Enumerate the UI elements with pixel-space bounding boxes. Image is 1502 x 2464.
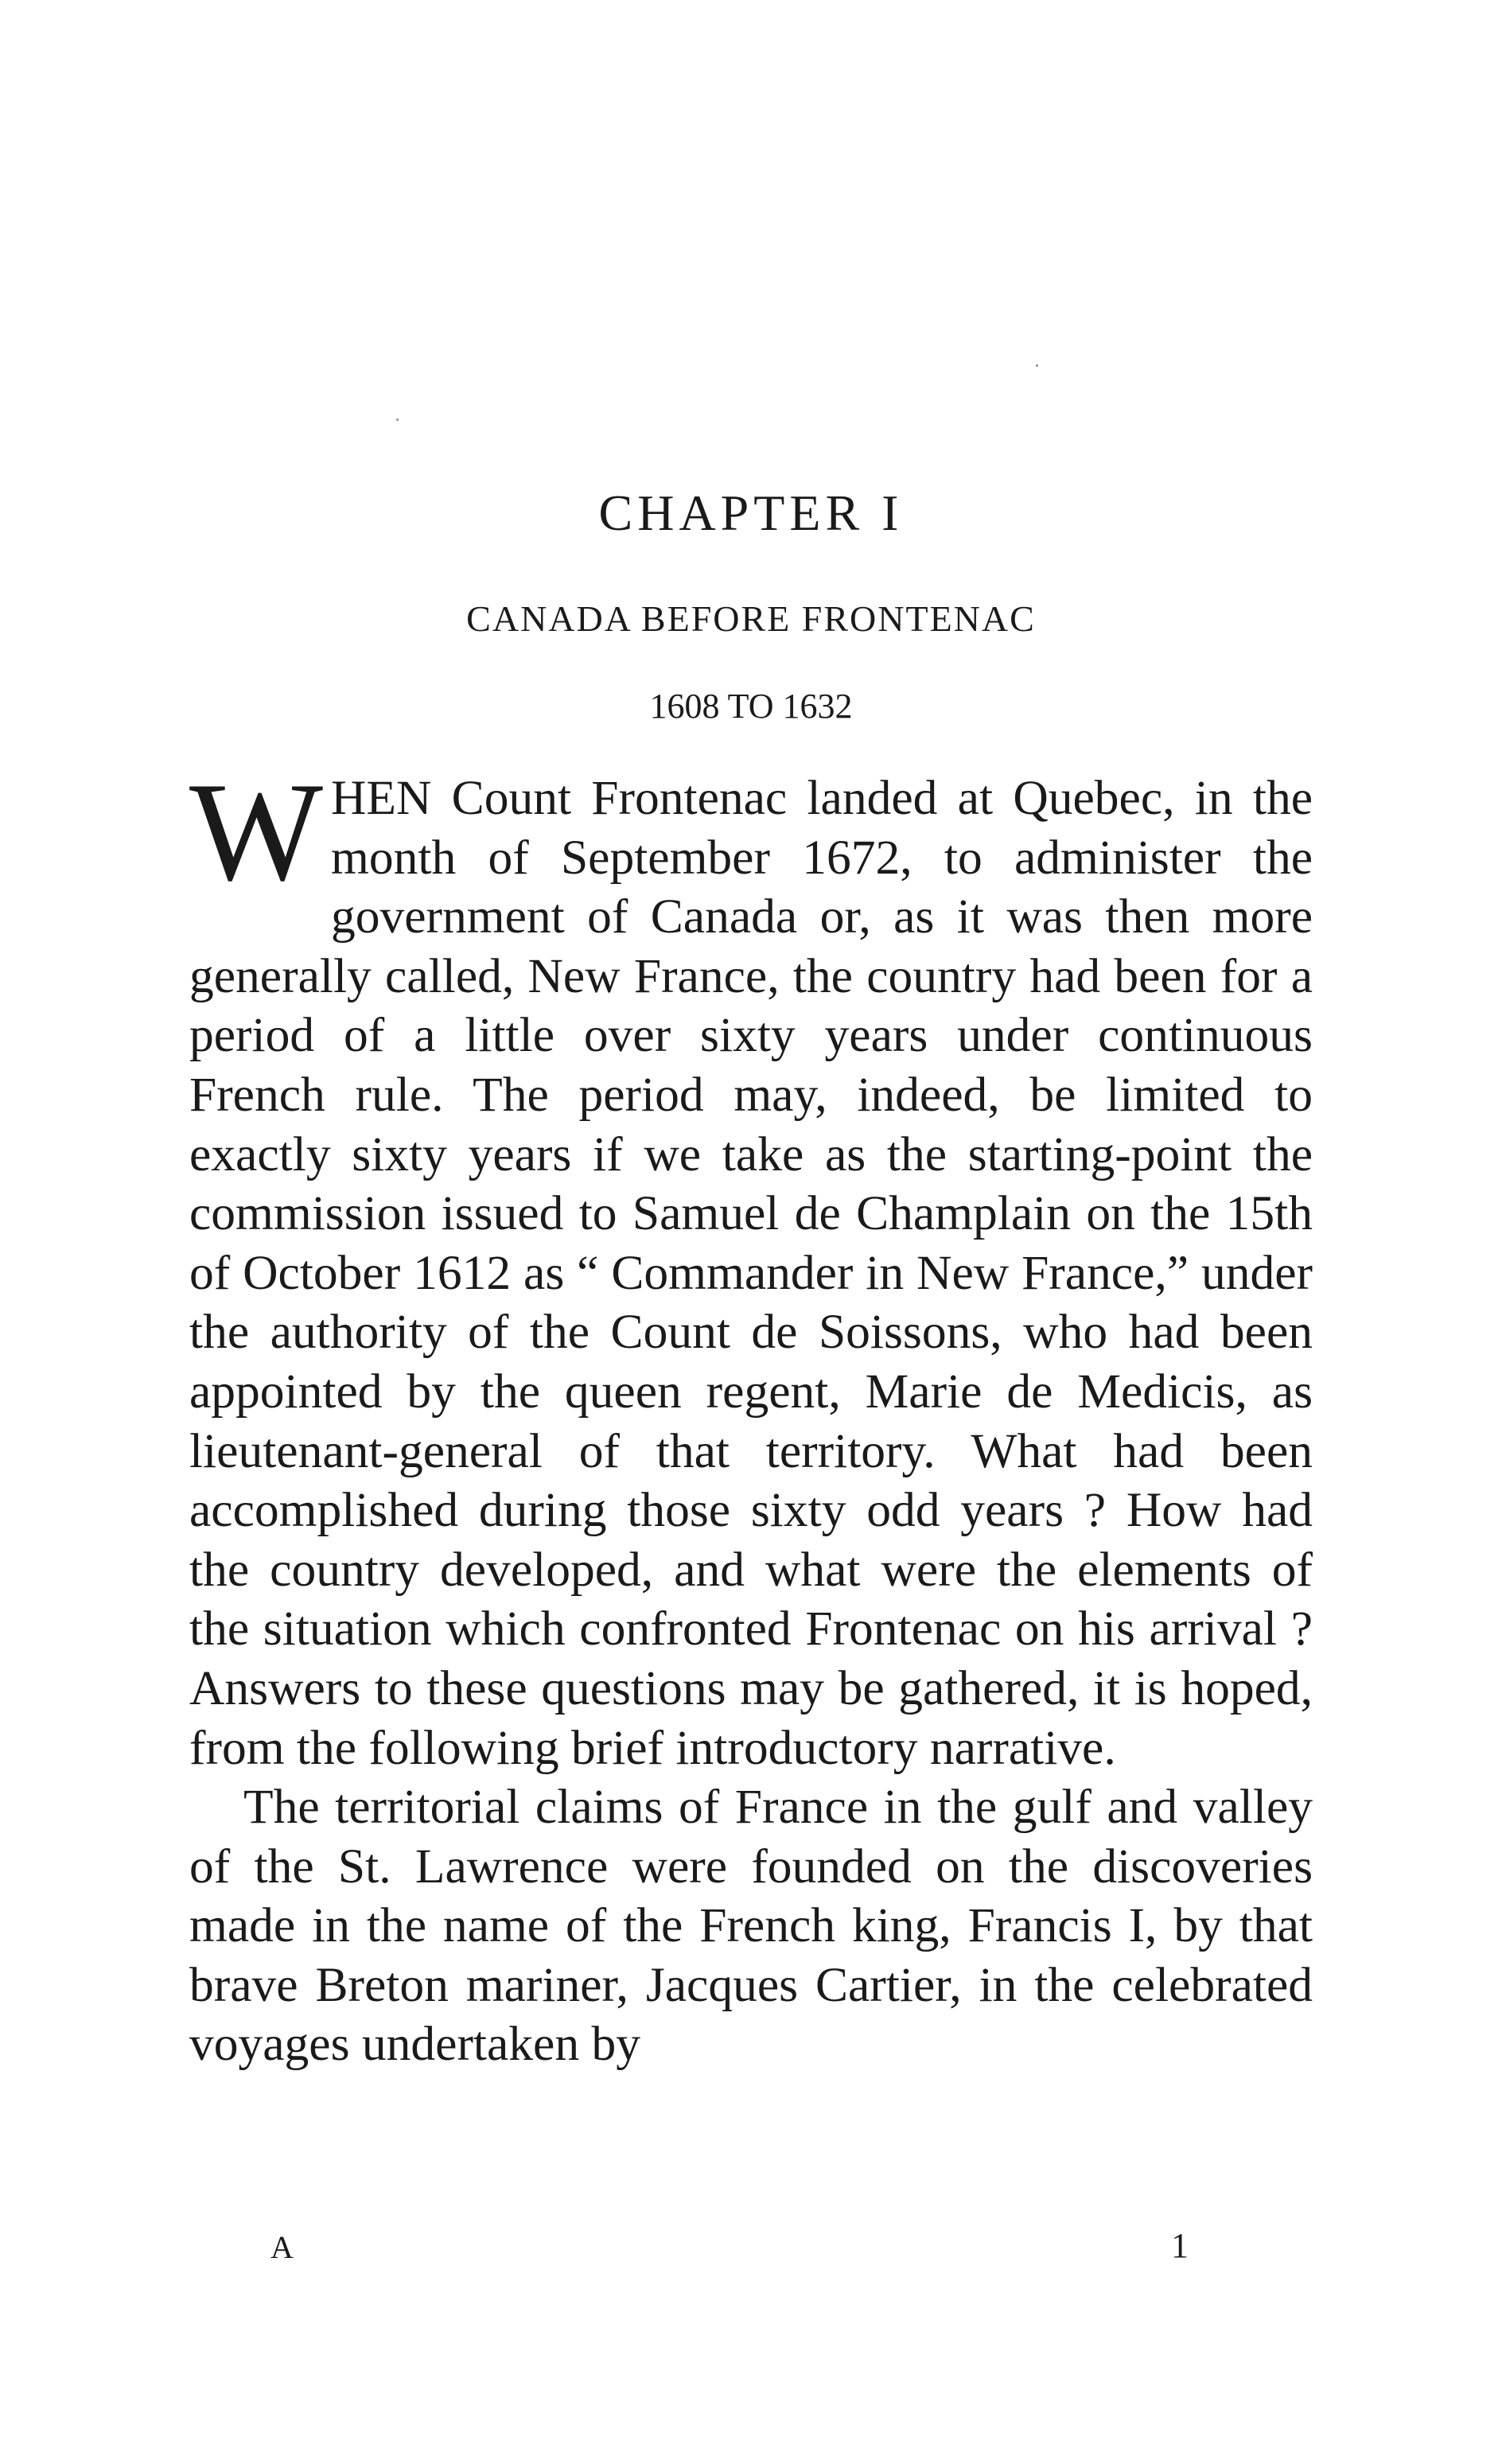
paragraph-1-text: HEN Count Frontenac landed at Quebec, in the month of September 1672, to administer the government of Canada or, as it was then more generally called, New France, the country had been for a period of a little over sixty years under continuous French rule. The period may, indeed, be limited to exactly sixty years if we take as the starting-point the commission issued to Samuel de Champlain on the 15th of October 1612 as “ Commander in New France,” under the authority of the Count de Soissons, who had been appointed by the queen regent, Marie de Medicis, as lieutenant-general of that territory. What had been accomplished during those sixty odd years ? How had the country developed, and what were the elements of the situation which confronted Frontenac on his arrival ? Answers to these questions may be gathered, it is hoped, from the following brief introductory narrative.: [189, 771, 1313, 1775]
paragraph-2: The territorial claims of France in the gulf and valley of the St. Lawrence were founded on the discoveries made in the name of the French king, Francis I, by that brave Breton mariner, Jacques Cartier, in the celebrated voyages undertaken by: [189, 1780, 1313, 2072]
scan-speck: [1036, 364, 1038, 367]
chapter-dates: 1608 TO 1632: [649, 687, 853, 726]
chapter-number: CHAPTER I: [598, 485, 904, 541]
body-text: [189, 753, 1313, 2074]
drop-cap: W: [189, 753, 324, 910]
signature-mark: A: [270, 2229, 294, 2265]
scan-speck: [396, 418, 399, 421]
chapter-title: CANADA BEFORE FRONTENAC: [466, 598, 1036, 639]
paragraph-1: [189, 753, 1313, 1777]
page-number: 1: [1171, 2226, 1189, 2265]
